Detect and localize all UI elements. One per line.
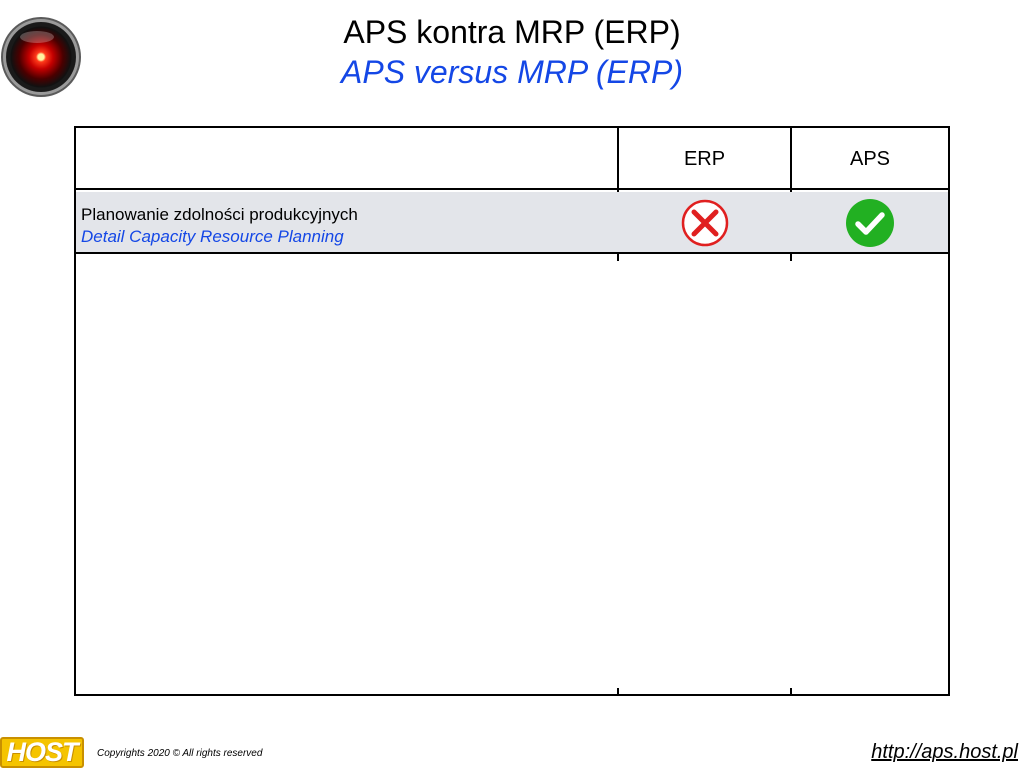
copyright-text: Copyrights 2020 © All rights reserved xyxy=(97,748,263,759)
website-link[interactable]: http://aps.host.pl xyxy=(871,741,1018,763)
aps-cell xyxy=(792,192,948,254)
column-divider-tick xyxy=(617,688,619,696)
slide-title: APS kontra MRP (ERP) xyxy=(343,14,681,50)
check-icon xyxy=(845,198,895,248)
column-divider-tick xyxy=(790,688,792,696)
host-logo: HOST xyxy=(0,737,84,768)
column-header-aps: APS xyxy=(849,148,891,170)
table-row xyxy=(76,192,948,254)
comparison-table xyxy=(74,126,950,696)
erp-cell xyxy=(619,192,790,254)
slide-subtitle: APS versus MRP (ERP) xyxy=(341,54,683,90)
row-label: Planowanie zdolności produkcyjnych xyxy=(81,205,358,224)
row-label-translation: Detail Capacity Resource Planning xyxy=(81,227,344,246)
cross-icon xyxy=(680,198,730,248)
table-header-row xyxy=(76,128,948,190)
column-header-erp: ERP xyxy=(683,148,726,170)
